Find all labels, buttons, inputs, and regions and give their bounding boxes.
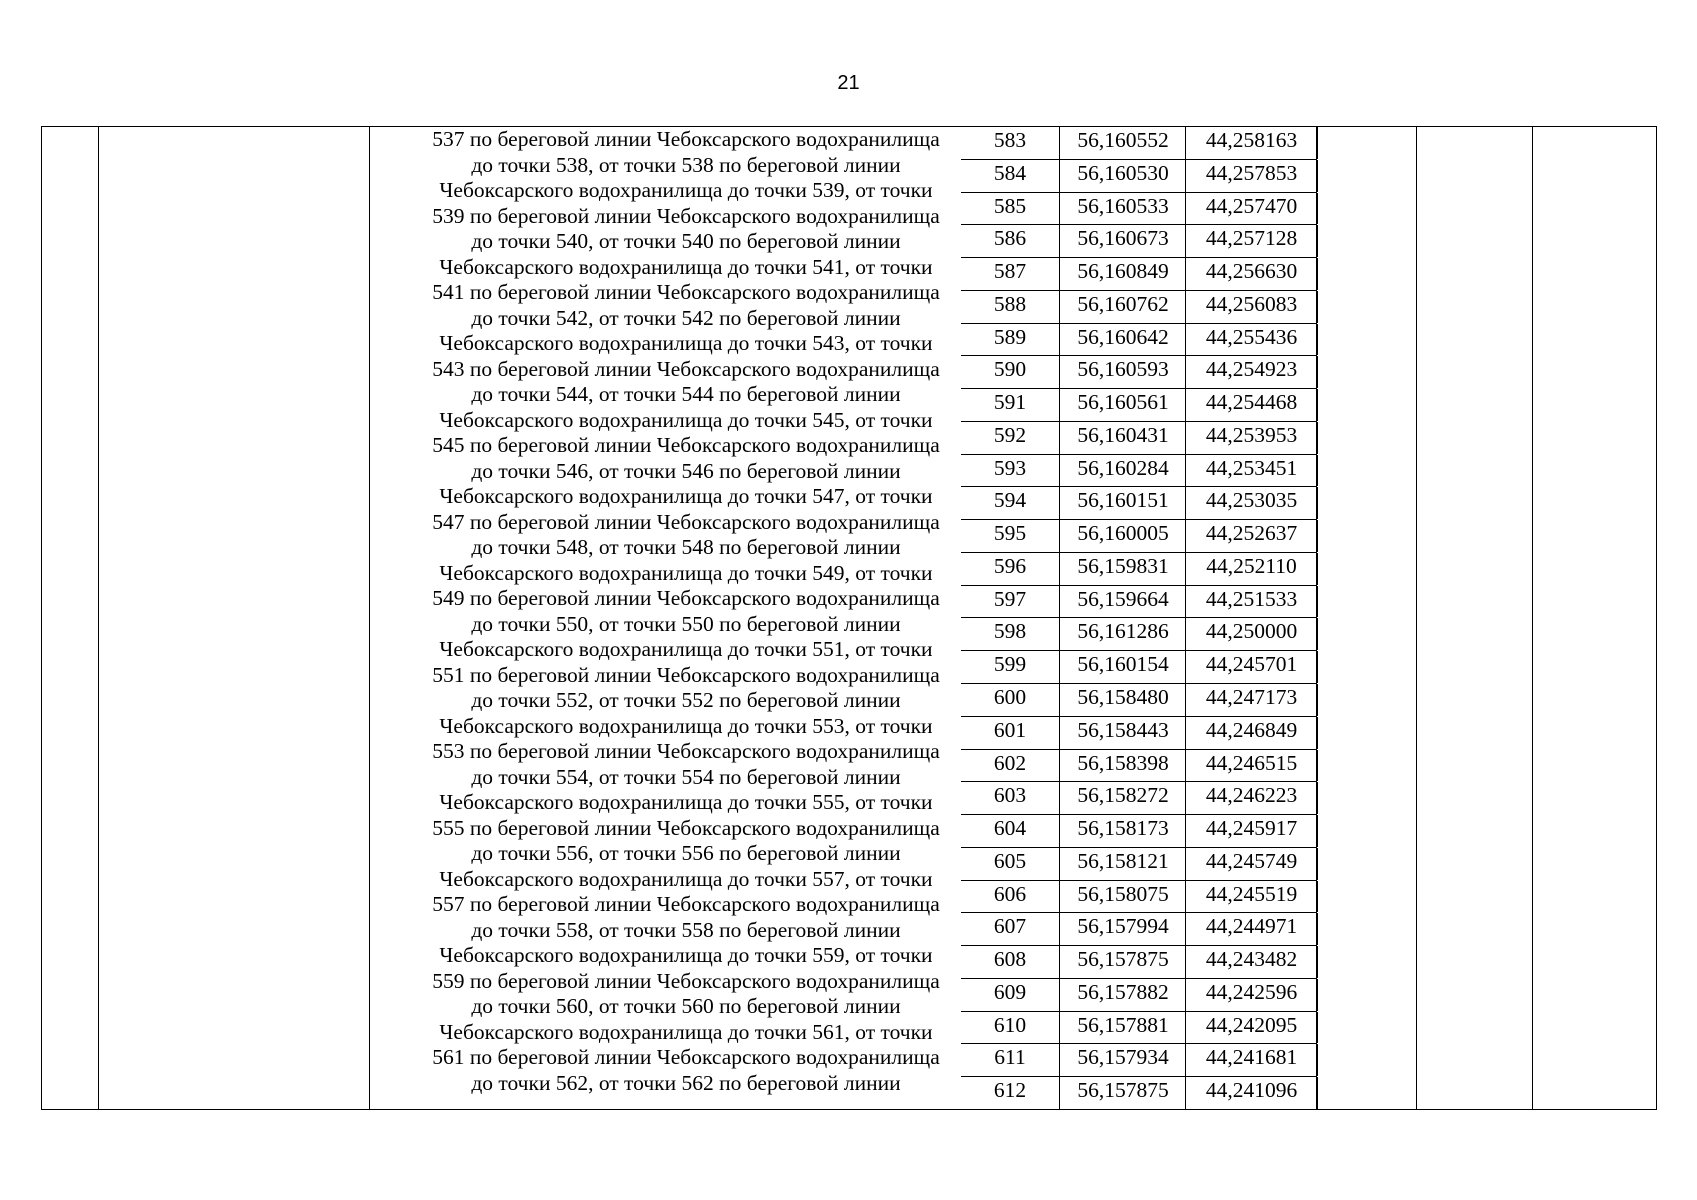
- longitude-cell: 44,245701: [1185, 651, 1318, 683]
- column-divider: [98, 127, 99, 1109]
- description-line: Чебоксарского водохранилища до точки 539, от точки: [439, 178, 933, 202]
- table-row: [961, 782, 1316, 815]
- longitude-cell: 44,246515: [1185, 750, 1318, 782]
- point-number: 607: [993, 914, 1027, 939]
- boundary-coordinates-table: [41, 126, 1657, 1110]
- longitude-cell: 44,250000: [1185, 618, 1318, 650]
- latitude-cell: 56,160533: [1059, 193, 1186, 225]
- point-number: 597: [993, 586, 1027, 611]
- longitude-cell: 44,242095: [1185, 1012, 1318, 1044]
- point-number: 602: [993, 750, 1027, 775]
- table-row: [961, 684, 1316, 717]
- description-line: 559 по береговой линии Чебоксарского водохранилища: [432, 968, 940, 993]
- table-row: [961, 750, 1316, 783]
- boundary-description: [410, 127, 962, 1096]
- latitude-cell: 56,157875: [1059, 1077, 1186, 1110]
- table-row: [961, 946, 1316, 979]
- latitude-cell: 56,160284: [1059, 455, 1186, 487]
- latitude-cell: 56,157934: [1059, 1044, 1186, 1076]
- description-line: Чебоксарского водохранилища до точки 545, от точки: [439, 407, 933, 432]
- description-line: Чебоксарского водохранилища до точки 561, от точки: [439, 1019, 933, 1044]
- description-line: Чебоксарского водохранилища до точки 557, от точки: [439, 866, 933, 891]
- table-row: [961, 717, 1316, 750]
- description-line: до точки 544, от точки 544 по береговой линии: [471, 382, 901, 406]
- longitude-cell: 44,257128: [1185, 225, 1318, 257]
- table-row: [961, 160, 1316, 193]
- description-line: 541 по береговой линии Чебоксарского водохранилища: [432, 280, 940, 304]
- latitude-cell: 56,157875: [1059, 946, 1186, 978]
- description-line: 557 по береговой линии Чебоксарского водохранилища: [432, 892, 940, 916]
- description-line: 543 по береговой линии Чебоксарского водохранилища: [432, 356, 940, 381]
- coordinates-list: [961, 127, 1316, 1110]
- table-row: [961, 848, 1316, 881]
- latitude-cell: 56,161286: [1059, 618, 1186, 650]
- latitude-cell: 56,160552: [1059, 127, 1186, 159]
- point-number: 585: [993, 193, 1027, 218]
- point-number: 587: [993, 259, 1027, 284]
- latitude-cell: 56,158075: [1059, 881, 1186, 913]
- table-row: [961, 225, 1316, 258]
- latitude-cell: 56,157881: [1059, 1012, 1186, 1044]
- description-line: Чебоксарского водохранилища до точки 553, от точки: [439, 713, 933, 738]
- table-row: [961, 1077, 1316, 1110]
- point-number: 596: [993, 553, 1027, 578]
- longitude-cell: 44,245519: [1185, 881, 1318, 913]
- point-number: 594: [993, 488, 1027, 513]
- point-number: 588: [993, 291, 1027, 316]
- longitude-cell: 44,243482: [1185, 946, 1318, 978]
- point-number: 592: [993, 422, 1027, 447]
- table-row: [961, 913, 1316, 946]
- longitude-cell: 44,255436: [1185, 324, 1318, 356]
- column-divider: [1532, 127, 1533, 1109]
- column-divider: [1416, 127, 1417, 1109]
- description-line: до точки 562, от точки 562 по береговой линии: [471, 1070, 901, 1095]
- longitude-cell: 44,247173: [1185, 684, 1318, 716]
- table-row: [961, 1044, 1316, 1077]
- longitude-cell: 44,244971: [1185, 913, 1318, 945]
- page-number: 21: [837, 72, 860, 94]
- description-line: до точки 552, от точки 552 по береговой линии: [471, 688, 901, 712]
- longitude-cell: 44,254468: [1185, 389, 1318, 421]
- longitude-cell: 44,257470: [1185, 193, 1318, 225]
- point-number: 604: [993, 816, 1027, 841]
- point-number: 611: [994, 1045, 1026, 1070]
- description-line: Чебоксарского водохранилища до точки 543, от точки: [439, 331, 933, 355]
- latitude-cell: 56,157994: [1059, 913, 1186, 945]
- description-line: до точки 546, от точки 546 по береговой линии: [471, 458, 901, 483]
- longitude-cell: 44,258163: [1185, 127, 1318, 159]
- description-line: Чебоксарского водохранилища до точки 559, от точки: [439, 943, 933, 967]
- latitude-cell: 56,160762: [1059, 291, 1186, 323]
- longitude-cell: 44,241096: [1185, 1077, 1318, 1110]
- latitude-cell: 56,160151: [1059, 487, 1186, 519]
- latitude-cell: 56,160642: [1059, 324, 1186, 356]
- longitude-cell: 44,245917: [1185, 815, 1318, 847]
- latitude-cell: 56,158121: [1059, 848, 1186, 880]
- latitude-cell: 56,160005: [1059, 520, 1186, 552]
- point-number: 593: [993, 455, 1027, 480]
- description-line: 545 по береговой линии Чебоксарского водохранилища: [432, 433, 940, 457]
- table-row: [961, 553, 1316, 586]
- description-line: Чебоксарского водохранилища до точки 551, от точки: [439, 637, 933, 661]
- description-line: 549 по береговой линии Чебоксарского водохранилища: [432, 586, 940, 610]
- point-number: 598: [993, 619, 1027, 644]
- table-row: [961, 815, 1316, 848]
- point-number: 608: [993, 947, 1027, 972]
- longitude-cell: 44,252637: [1185, 520, 1318, 552]
- table-row: [961, 324, 1316, 357]
- description-line: 547 по береговой линии Чебоксарского водохранилища: [432, 509, 940, 534]
- description-line: до точки 560, от точки 560 по береговой линии: [471, 994, 901, 1018]
- latitude-cell: 56,157882: [1059, 979, 1186, 1011]
- latitude-cell: 56,160561: [1059, 389, 1186, 421]
- point-number: 612: [993, 1078, 1027, 1103]
- table-row: [961, 291, 1316, 324]
- longitude-cell: 44,245749: [1185, 848, 1318, 880]
- table-row: [961, 487, 1316, 520]
- table-row: [961, 881, 1316, 914]
- column-divider: [369, 127, 370, 1109]
- table-row: [961, 979, 1316, 1012]
- table-row: [961, 422, 1316, 455]
- latitude-cell: 56,158480: [1059, 684, 1186, 716]
- description-line: до точки 554, от точки 554 по береговой линии: [471, 764, 901, 789]
- point-number: 591: [993, 390, 1027, 415]
- point-number: 601: [993, 717, 1027, 742]
- description-line: Чебоксарского водохранилища до точки 555, от точки: [439, 790, 933, 814]
- description-line: Чебоксарского водохранилища до точки 541, от точки: [439, 254, 933, 279]
- point-number: 595: [993, 521, 1027, 546]
- latitude-cell: 56,158398: [1059, 750, 1186, 782]
- latitude-cell: 56,158173: [1059, 815, 1186, 847]
- point-number: 590: [993, 357, 1027, 382]
- latitude-cell: 56,159664: [1059, 586, 1186, 618]
- longitude-cell: 44,253953: [1185, 422, 1318, 454]
- table-row: [961, 586, 1316, 619]
- longitude-cell: 44,252110: [1185, 553, 1318, 585]
- description-line: до точки 542, от точки 542 по береговой линии: [471, 305, 901, 330]
- table-row: [961, 455, 1316, 488]
- latitude-cell: 56,158272: [1059, 782, 1186, 814]
- point-number: 586: [993, 226, 1027, 251]
- description-line: Чебоксарского водохранилища до точки 549, от точки: [439, 560, 933, 585]
- point-number: 609: [993, 979, 1027, 1004]
- point-number: 610: [993, 1012, 1027, 1037]
- longitude-cell: 44,253451: [1185, 455, 1318, 487]
- description-line: 561 по береговой линии Чебоксарского водохранилища: [432, 1045, 940, 1069]
- latitude-cell: 56,158443: [1059, 717, 1186, 749]
- description-line: до точки 540, от точки 540 по береговой линии: [471, 229, 901, 253]
- table-row: [961, 389, 1316, 422]
- table-row: [961, 356, 1316, 389]
- point-number: 600: [993, 685, 1027, 710]
- description-line: 539 по береговой линии Чебоксарского водохранилища: [432, 203, 940, 228]
- table-row: [961, 258, 1316, 291]
- latitude-cell: 56,160849: [1059, 258, 1186, 290]
- point-number: 584: [993, 160, 1027, 185]
- point-number: 605: [993, 848, 1027, 873]
- table-row: [961, 520, 1316, 553]
- table-row: [961, 127, 1316, 160]
- description-line: до точки 538, от точки 538 по береговой линии: [471, 152, 901, 177]
- latitude-cell: 56,160530: [1059, 160, 1186, 192]
- description-line: Чебоксарского водохранилища до точки 547, от точки: [439, 484, 933, 508]
- description-line: до точки 558, от точки 558 по береговой линии: [471, 917, 901, 942]
- longitude-cell: 44,256083: [1185, 291, 1318, 323]
- description-line: до точки 548, от точки 548 по береговой линии: [471, 535, 901, 559]
- table-row: [961, 618, 1316, 651]
- description-line: 553 по береговой линии Чебоксарского водохранилища: [432, 739, 940, 763]
- latitude-cell: 56,159831: [1059, 553, 1186, 585]
- description-line: 537 по береговой линии Чебоксарского водохранилища: [432, 127, 940, 151]
- point-number: 603: [993, 783, 1027, 808]
- latitude-cell: 56,160154: [1059, 651, 1186, 683]
- table-row: [961, 651, 1316, 684]
- latitude-cell: 56,160593: [1059, 356, 1186, 388]
- longitude-cell: 44,253035: [1185, 487, 1318, 519]
- table-row: [961, 1012, 1316, 1045]
- point-number: 606: [993, 881, 1027, 906]
- point-number: 589: [993, 324, 1027, 349]
- longitude-cell: 44,246849: [1185, 717, 1318, 749]
- longitude-cell: 44,242596: [1185, 979, 1318, 1011]
- description-line: 551 по береговой линии Чебоксарского водохранилища: [432, 662, 940, 687]
- longitude-cell: 44,251533: [1185, 586, 1318, 618]
- description-line: до точки 550, от точки 550 по береговой линии: [471, 611, 901, 636]
- latitude-cell: 56,160673: [1059, 225, 1186, 257]
- longitude-cell: 44,257853: [1185, 160, 1318, 192]
- point-number: 599: [993, 652, 1027, 677]
- description-line: до точки 556, от точки 556 по береговой линии: [471, 841, 901, 865]
- description-line: 555 по береговой линии Чебоксарского водохранилища: [432, 815, 940, 840]
- latitude-cell: 56,160431: [1059, 422, 1186, 454]
- table-row: [961, 193, 1316, 226]
- longitude-cell: 44,256630: [1185, 258, 1318, 290]
- point-number: 583: [993, 128, 1027, 152]
- longitude-cell: 44,246223: [1185, 782, 1318, 814]
- longitude-cell: 44,254923: [1185, 356, 1318, 388]
- longitude-cell: 44,241681: [1185, 1044, 1318, 1076]
